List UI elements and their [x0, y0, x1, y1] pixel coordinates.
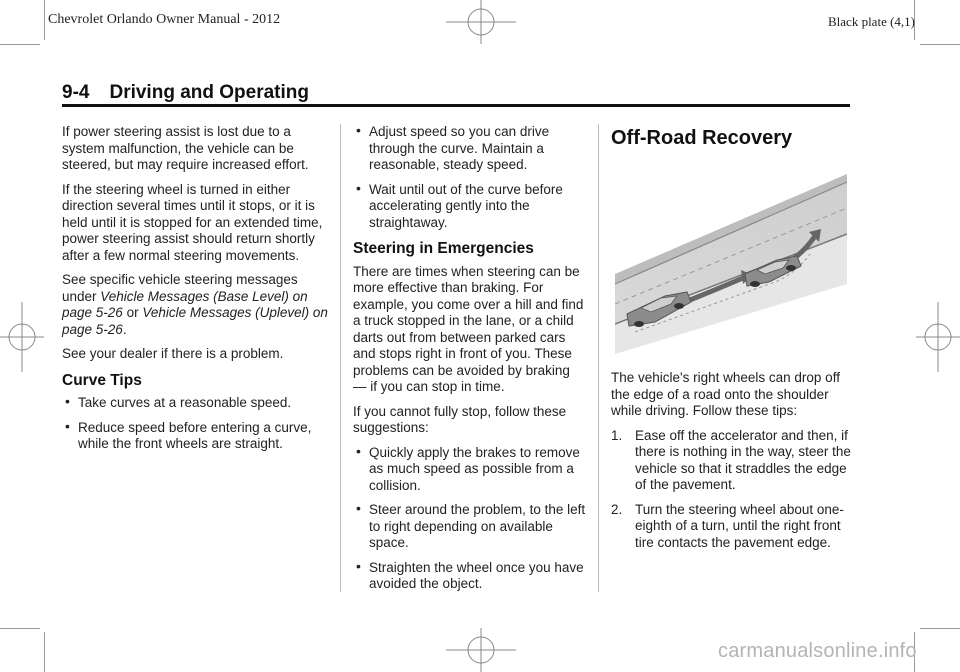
column-3 — [611, 124, 851, 150]
list-item — [611, 502, 851, 552]
paragraph: See your dealer if there is a problem. — [62, 346, 284, 361]
list-item — [62, 417, 328, 453]
registration-mark-left-icon — [0, 302, 44, 372]
text-run: . — [122, 321, 127, 337]
bullet-icon: • — [356, 179, 361, 196]
list-item — [353, 502, 586, 552]
list-item-text: Quickly apply the brakes to remove as much speed as possible from a collision. — [369, 444, 580, 493]
crop-mark-br-h — [920, 628, 960, 629]
list-item-text: Adjust speed so you can drive through the curve. Maintain a reasonable, steady speed. — [369, 124, 550, 172]
paragraph: If the steering wheel is turned in either direction several times until it stops, or it is held until it is stopped for an extended time, power steering assist should return shortly after a few normal steering movements. — [62, 181, 323, 263]
bullet-icon: • — [356, 557, 361, 574]
column-divider — [340, 124, 341, 592]
step-number: 1. — [611, 427, 623, 443]
list-item-text: Turn the steering wheel about one-eighth of a turn, until the right front tire contacts the pavement edge. — [635, 501, 844, 550]
step-number: 2. — [611, 501, 623, 517]
column-3-body — [611, 370, 851, 559]
manual-title: Chevrolet Orlando Owner Manual - 2012 — [48, 12, 281, 27]
section-title: Driving and Operating — [109, 82, 309, 103]
column-2 — [353, 124, 586, 601]
list-item — [353, 124, 586, 174]
crop-mark-bl-h — [0, 628, 40, 629]
steering-emergencies-heading: Steering in Emergencies — [353, 240, 534, 257]
list-item-text: Wait until out of the curve before accelerating gently into the straightaway. — [369, 181, 563, 230]
curve-tips-heading: Curve Tips — [62, 371, 142, 389]
list-item — [353, 442, 586, 495]
crop-mark-tr-h — [920, 44, 960, 45]
paragraph: The vehicle's right wheels can drop off the edge of a road onto the shoulder while driving. Follow these tips: — [611, 370, 840, 418]
page-header — [62, 82, 309, 104]
off-road-recovery-illustration — [615, 174, 847, 354]
list-item — [353, 557, 586, 593]
registration-mark-top-icon — [446, 0, 516, 44]
list-item-text: Steer around the problem, to the left to right depending on available space. — [369, 502, 586, 550]
paragraph: If you cannot fully stop, follow these suggestions: — [353, 403, 567, 435]
column-1 — [62, 124, 328, 461]
list-item-text: Ease off the accelerator and then, if there is nothing in the way, steer the vehicle so that it straddles the edge of the pavement. — [635, 427, 851, 492]
crop-mark-tl-h — [0, 44, 40, 45]
header-rule — [62, 104, 850, 107]
list-item — [353, 179, 586, 232]
list-item — [611, 428, 851, 494]
crop-mark-bl-v — [44, 632, 45, 672]
off-road-recovery-title: Off-Road Recovery — [611, 127, 793, 149]
black-plate-label: Black plate (4,1) — [828, 14, 915, 29]
watermark: carmanualsonline.info — [718, 640, 917, 662]
bullet-icon: • — [356, 442, 361, 459]
page-number: 9-4 — [62, 82, 90, 103]
registration-mark-bottom-icon — [446, 628, 516, 672]
crop-mark-tl-v — [44, 0, 45, 40]
bullet-icon: • — [356, 122, 361, 138]
text-run: or — [122, 305, 143, 320]
bullet-icon: • — [65, 393, 70, 409]
list-item — [62, 395, 328, 412]
text-run: See specific vehicle steering messages under — [62, 272, 298, 304]
column-divider — [598, 124, 599, 592]
bullet-icon: • — [356, 500, 361, 516]
paragraph: If power steering assist is lost due to a system malfunction, the vehicle can be steered, but may require increased effort. — [62, 124, 309, 172]
list-item-text: Straighten the wheel once you have avoided the object. — [369, 559, 584, 591]
list-item-text: Reduce speed before entering a curve, while the front wheels are straight. — [78, 419, 312, 451]
registration-mark-right-icon — [916, 302, 960, 372]
cross-reference-link[interactable]: Vehicle Messages (Uplevel) on page 5-26 — [62, 305, 328, 337]
paragraph-see-messages — [62, 272, 328, 338]
list-item-text: Take curves at a reasonable speed. — [78, 395, 292, 410]
cross-reference-link[interactable]: Vehicle Messages (Base Level) on page 5-26 — [62, 288, 308, 320]
paragraph: There are times when steering can be more effective than braking. For example, you come over a hill and find a truck stopped in the lane, or a child darts out from between parked cars and stops right in front of you. These problems can be avoided by braking — if you can stop in time. — [353, 263, 584, 394]
bullet-icon: • — [65, 417, 70, 434]
